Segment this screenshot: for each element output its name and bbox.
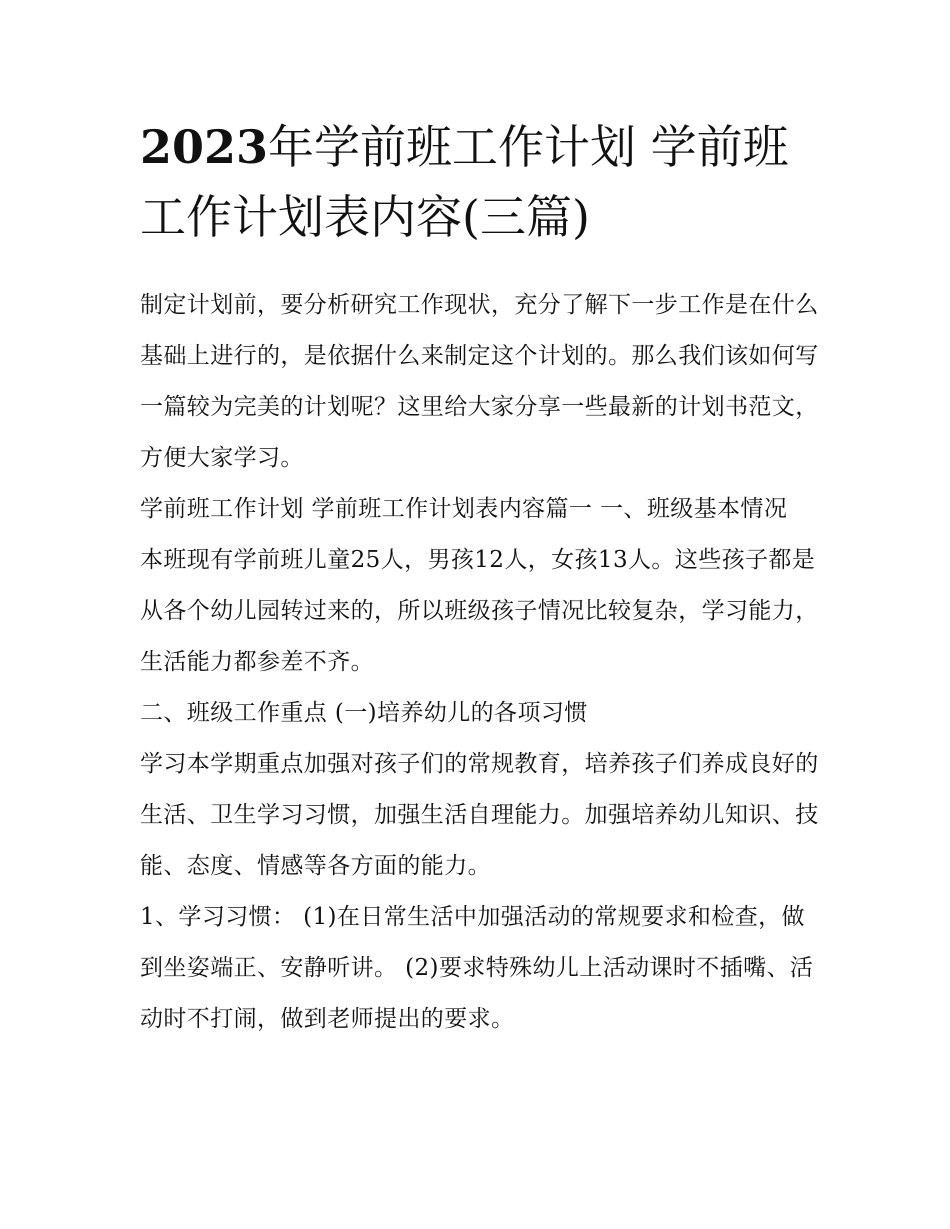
- intro-paragraph: 制定计划前，要分析研究工作现状，充分了解下一步工作是在什么基础上进行的，是依据什么来制定这个计划的。那么我们该如何写一篇较为完美的计划呢？这里给大家分享一些最新的计划书范文，方便大家学习。: [140, 292, 819, 471]
- document-title: [140, 112, 820, 252]
- document-body: [140, 280, 820, 1045]
- section-heading-work-focus: 二、班级工作重点 (一)培养幼儿的各项习惯: [140, 700, 588, 726]
- title-year: 2023: [140, 120, 269, 174]
- section-heading-basic-info: 学前班工作计划 学前班工作计划表内容篇一 一、班级基本情况: [140, 496, 788, 522]
- study-habits-paragraph: 1、学习习惯： (1)在日常生活中加强活动的常规要求和检查，做到坐姿端正、安静听讲。 (2)要求特殊幼儿上活动课时不插嘴、活动时不打闹，做到老师提出的要求。: [140, 904, 814, 1032]
- habits-paragraph: 学习本学期重点加强对孩子们的常规教育，培养孩子们养成良好的生活、卫生学习习惯，加强生活自理能力。加强培养幼儿知识、技能、态度、情感等各方面的能力。: [140, 751, 819, 879]
- class-info-paragraph: 本班现有学前班儿童25人，男孩12人，女孩13人。这些孩子都是从各个幼儿园转过来的，所以班级孩子情况比较复杂，学习能力，生活能力都参差不齐。: [140, 547, 819, 675]
- title-text: 年学前班工作计划 学前班工作计划表内容(三篇): [140, 120, 789, 244]
